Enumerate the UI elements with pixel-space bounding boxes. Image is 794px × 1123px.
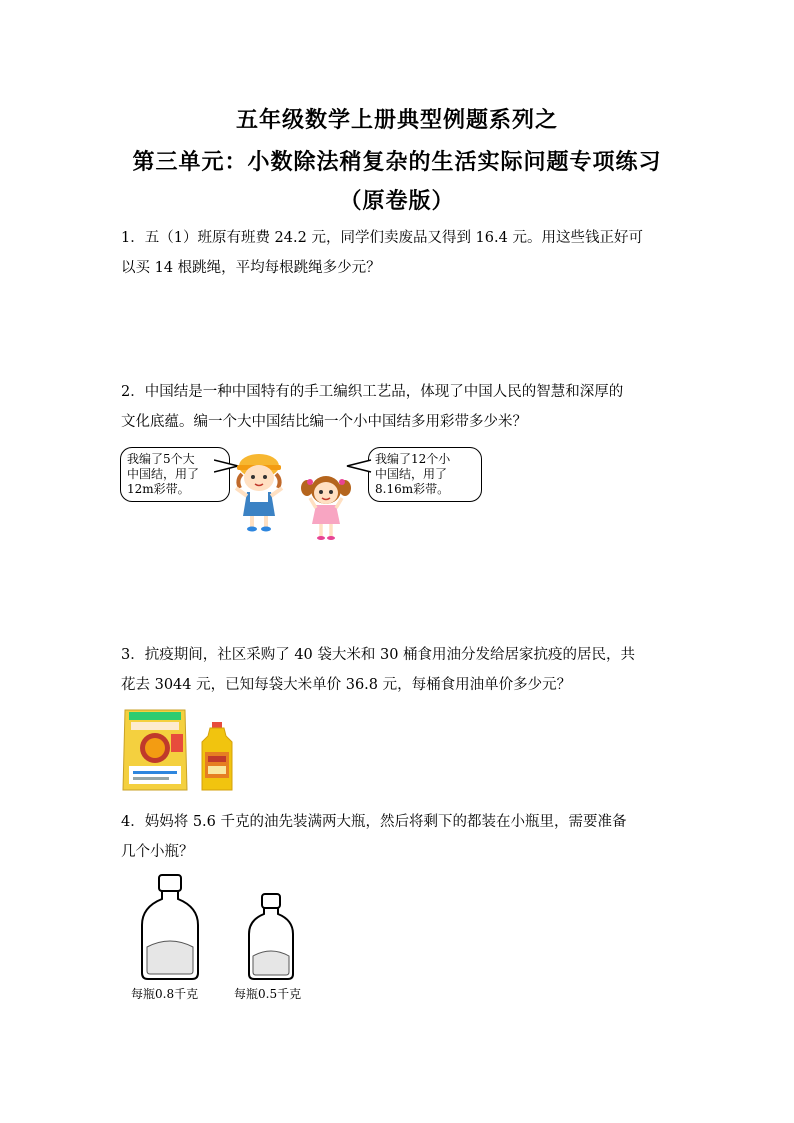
rice-bag-icon [121,708,189,792]
girl-pigtails-illustration [300,470,352,542]
question-3-line-1: 3．抗疫期间，社区采购了 40 袋大米和 30 桶食用油分发给居家抗疫的居民，共 [121,647,636,663]
title-line-2: 第三单元：小数除法稍复杂的生活实际问题专项练习 [132,150,662,175]
bubble-right-line-2: 中国结，用了 [375,467,448,481]
question-2-line-1: 2．中国结是一种中国特有的手工编织工艺品，体现了中国人民的智慧和深厚的 [121,384,624,400]
question-4-line-2: 几个小瓶？ [121,844,194,860]
title-line-3: （原卷版） [339,189,455,214]
question-2 [121,377,681,437]
question-4-line-1: 4．妈妈将 5.6 千克的油先装满两大瓶，然后将剩下的都装在小瓶里，需要准备 [121,814,627,830]
bubble-right-line-1: 我编了12个小 [375,452,451,466]
title-line-1: 五年级数学上册典型例题系列之 [235,108,558,133]
small-bottle-icon [245,892,297,982]
question-3 [121,640,681,700]
bubble-left-line-2: 中国结，用了 [127,467,200,481]
bubble-right-line-3: 8.16m彩带。 [375,482,450,496]
speech-bubble-left [120,447,230,502]
question-1 [121,223,681,283]
question-1-line-2: 以买 14 根跳绳，平均每根跳绳多少元？ [121,260,381,276]
question-3-line-2: 花去 3044 元，已知每袋大米单价 36.8 元，每桶食用油单价多少元？ [121,677,572,693]
question-4 [121,807,681,867]
speech-bubble-right [368,447,482,502]
big-bottle-icon [138,873,202,983]
caption-big-bottle: 每瓶0.8千克 [131,987,199,1001]
girl-hat-illustration [228,448,290,532]
question-2-line-2: 文化底蕴。编一个大中国结比编一个小中国结多用彩带多少米？ [121,414,527,430]
bubble-left-line-3: 12m彩带。 [127,482,190,496]
question-1-line-1: 1．五（1）班原有班费 24.2 元，同学们卖废品又得到 16.4 元。用这些钱正好可 [121,230,643,246]
caption-small-bottle: 每瓶0.5千克 [234,987,302,1001]
oil-bottle-icon [200,722,234,792]
bubble-left-line-1: 我编了5个大 [127,452,195,466]
